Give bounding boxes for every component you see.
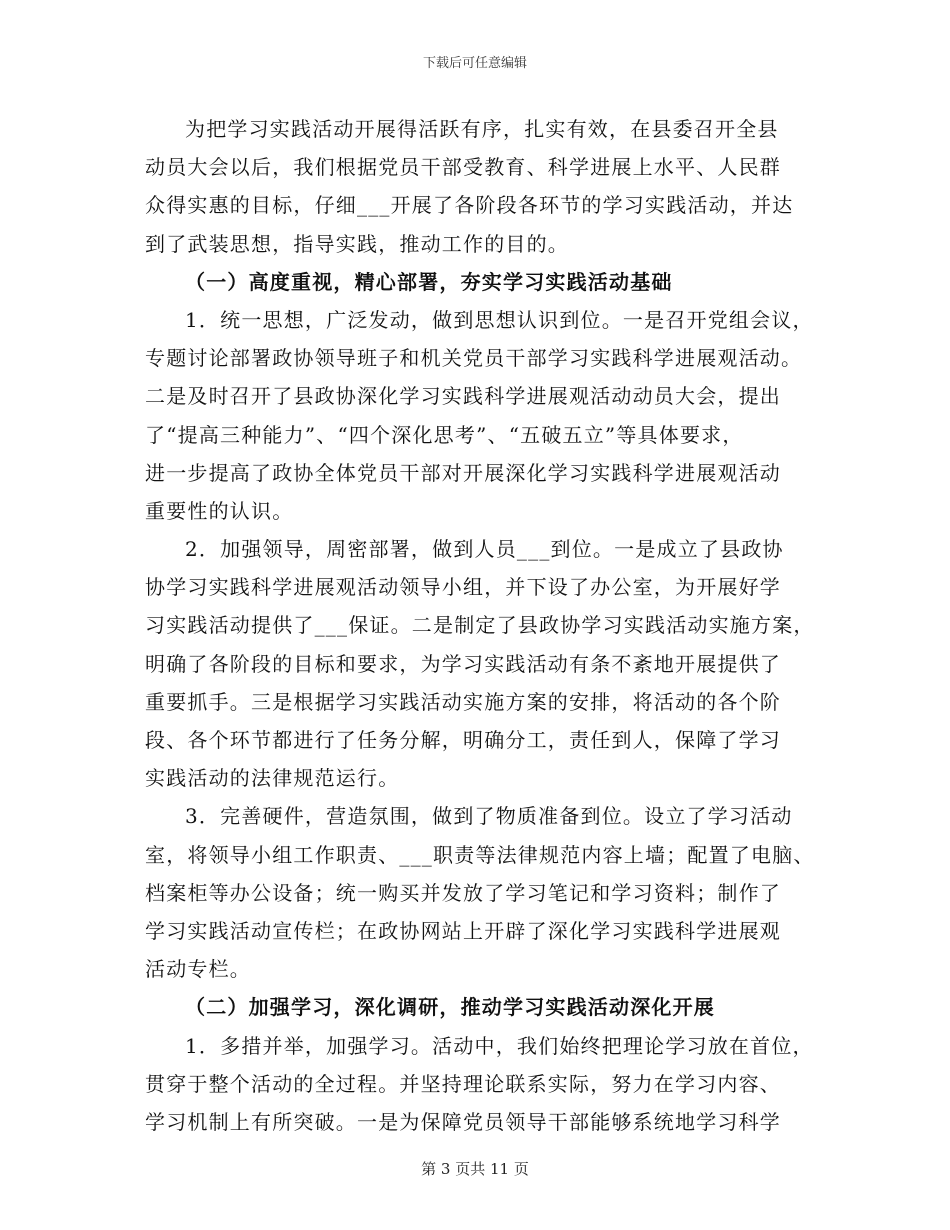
page-footer: 第 3 页共 11 页	[421, 1160, 529, 1178]
text-line: 习实践活动提供了___保证。二是制定了县政协学习实践活动实施方案，	[145, 613, 815, 638]
text-line: 协学习实践科学进展观活动领导小组，并下设了办公室，为开展好学	[145, 575, 781, 600]
text-line: 进一步提高了政协全体党员干部对开展深化学习实践科学进展观活动	[145, 460, 781, 485]
text-line: 重要性的认识。	[145, 498, 294, 523]
document-body	[145, 110, 815, 1141]
text-line: 室，将领导小组工作职责、___职责等法律规范内容上墙；配置了电脑、	[145, 842, 815, 867]
text-line: 1．统一思想，广泛发动，做到思想认识到位。一是召开党组会议，	[185, 307, 814, 332]
section-heading: （一）高度重视，精心部署，夯实学习实践活动基础	[185, 269, 673, 294]
text-line: 段、各个环节都进行了任务分解，明确分工，责任到人，保障了学习	[145, 728, 781, 752]
text-line: 明确了各阶段的目标和要求，为学习实践活动有条不紊地开展提供了	[145, 651, 781, 676]
text-line: 贯穿于整个活动的全过程。并坚持理论联系实际，努力在学习内容、	[145, 1071, 781, 1096]
section-heading: （二）加强学习，深化调研，推动学习实践活动深化开展	[185, 995, 715, 1020]
text-line: 了“提高三种能力”、“四个深化思考”、“五破五立”等具体要求，	[145, 422, 744, 447]
text-line: 为把学习实践活动开展得活跃有序，扎实有效，在县委召开全县	[185, 117, 779, 141]
text-line: 二是及时召开了县政协深化学习实践科学进展观活动动员大会，提出	[145, 384, 781, 409]
text-line: 学习机制上有所突破。一是为保障党员领导干部能够系统地学习科学	[145, 1109, 781, 1134]
text-line: 众得实惠的目标，仔细___开展了各阶段各环节的学习实践活动，并达	[145, 193, 794, 218]
text-line: 到了武装思想，指导实践，推动工作的目的。	[145, 231, 569, 256]
text-line: 1．多措并举，加强学习。活动中，我们始终把理论学习放在首位，	[185, 1033, 814, 1058]
text-line: 3．完善硬件，营造氛围，做到了物质准备到位。设立了学习活动	[185, 804, 793, 829]
text-line: 2．加强领导，周密部署，做到人员___到位。一是成立了县政协	[185, 537, 784, 562]
text-line: 活动专栏。	[145, 957, 251, 982]
text-line: 重要抓手。三是根据学习实践活动实施方案的安排，将活动的各个阶	[145, 689, 781, 714]
page-header: 下载后可任意编辑	[422, 56, 527, 71]
text-line: 实践活动的法律规范运行。	[145, 766, 400, 791]
text-line: 档案柜等办公设备；统一购买并发放了学习笔记和学习资料；制作了	[145, 880, 781, 905]
text-line: 学习实践活动宣传栏；在政协网站上开辟了深化学习实践科学进展观	[145, 918, 781, 943]
text-line: 动员大会以后，我们根据党员干部受教育、科学进展上水平、人民群	[145, 155, 781, 180]
text-line: 专题讨论部署政协领导班子和机关党员干部学习实践科学进展观活动。	[145, 346, 803, 371]
